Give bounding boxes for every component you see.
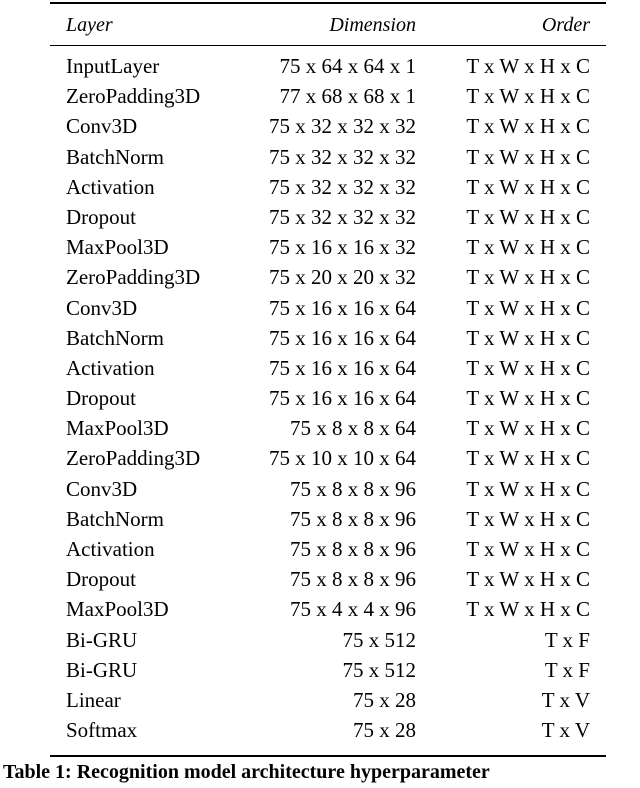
table-row	[50, 51, 606, 81]
table-row	[50, 81, 606, 111]
dimension-cell: 75 x 28	[353, 718, 416, 743]
layer-cell: ZeroPadding3D	[66, 265, 201, 290]
order-cell: T x F	[544, 627, 590, 652]
layer-cell: Bi-GRU	[66, 657, 138, 682]
header-dimension: Dimension	[329, 14, 416, 36]
header-layer: Layer	[66, 14, 113, 36]
table-row	[50, 474, 606, 504]
layer-cell: Activation	[66, 355, 155, 380]
dimension-cell: 75 x 20 x 20 x 32	[269, 265, 416, 290]
dimension-cell: 75 x 8 x 8 x 64	[290, 416, 416, 441]
layer-cell: Activation	[66, 537, 155, 561]
dimension-cell: 75 x 8 x 8 x 96	[290, 476, 416, 501]
dimension-cell: 75 x 512	[342, 627, 416, 652]
layer-cell: MaxPool3D	[66, 235, 169, 260]
dimension-cell: 75 x 8 x 8 x 96	[290, 537, 416, 561]
dimension-cell: 75 x 4 x 4 x 96	[290, 597, 416, 622]
order-cell: T x W x H x C	[466, 476, 590, 501]
order-cell: T x W x H x C	[466, 386, 590, 411]
dimension-cell: 75 x 16 x 16 x 64	[269, 325, 416, 350]
order-cell: T x W x H x C	[466, 295, 590, 320]
order-cell: T x V	[541, 687, 590, 712]
order-cell: T x W x H x C	[466, 355, 590, 380]
layer-cell: Linear	[66, 687, 121, 712]
order-cell: T x W x H x C	[466, 235, 590, 260]
table-row	[50, 655, 606, 685]
order-cell: T x W x H x C	[466, 204, 590, 229]
layer-cell: BatchNorm	[66, 325, 164, 350]
layer-cell: Dropout	[66, 567, 136, 592]
dimension-cell: 75 x 8 x 8 x 96	[290, 506, 416, 531]
dimension-cell: 75 x 32 x 32 x 32	[269, 144, 416, 169]
table-row	[50, 443, 606, 473]
table-row	[50, 383, 606, 413]
table-row	[50, 504, 606, 534]
dimension-cell: 75 x 28	[353, 687, 416, 712]
order-cell: T x F	[544, 657, 590, 682]
layer-cell: MaxPool3D	[66, 416, 169, 441]
order-cell: T x W x H x C	[466, 416, 590, 441]
dimension-cell: 75 x 32 x 32 x 32	[269, 204, 416, 229]
dimension-cell: 77 x 68 x 68 x 1	[279, 84, 416, 109]
order-cell: T x W x H x C	[466, 567, 590, 592]
layer-cell: Dropout	[66, 386, 136, 411]
order-cell: T x W x H x C	[466, 84, 590, 109]
header-order: Order	[541, 14, 590, 36]
layer-cell: Activation	[66, 174, 155, 199]
order-cell: T x W x H x C	[466, 144, 590, 169]
dimension-cell: 75 x 10 x 10 x 64	[269, 446, 416, 471]
table-row	[50, 685, 606, 715]
order-cell: T x W x H x C	[466, 537, 590, 561]
table-row	[50, 293, 606, 323]
dimension-cell: 75 x 16 x 16 x 32	[269, 235, 416, 260]
table-row	[50, 625, 606, 655]
table-header	[50, 10, 606, 42]
dimension-cell: 75 x 64 x 64 x 1	[279, 54, 416, 78]
table-row	[50, 142, 606, 172]
dimension-cell: 75 x 32 x 32 x 32	[269, 174, 416, 199]
layer-cell: Dropout	[66, 204, 136, 229]
dimension-cell: 75 x 512	[342, 657, 416, 682]
table-row	[50, 262, 606, 292]
layer-cell: BatchNorm	[66, 144, 164, 169]
order-cell: T x W x H x C	[466, 114, 590, 139]
table-row	[50, 323, 606, 353]
order-cell: T x V	[541, 718, 590, 743]
table-row	[50, 715, 606, 745]
order-cell: T x W x H x C	[466, 265, 590, 290]
table-body	[50, 51, 606, 745]
table-bottom-rule	[50, 755, 606, 757]
order-cell: T x W x H x C	[466, 54, 590, 78]
order-cell: T x W x H x C	[466, 446, 590, 471]
layer-cell: Bi-GRU	[66, 627, 138, 652]
table-caption: Table 1: Recognition model architecture hyperparameter	[3, 761, 490, 783]
table-row	[50, 202, 606, 232]
table-row	[50, 534, 606, 564]
table-row	[50, 353, 606, 383]
table-row	[50, 172, 606, 202]
layer-cell: Conv3D	[66, 114, 138, 139]
table-row	[50, 413, 606, 443]
order-cell: T x W x H x C	[466, 325, 590, 350]
dimension-cell: 75 x 16 x 16 x 64	[269, 386, 416, 411]
table-row	[50, 594, 606, 624]
layer-cell: ZeroPadding3D	[66, 84, 201, 109]
layer-cell: BatchNorm	[66, 506, 164, 531]
dimension-cell: 75 x 16 x 16 x 64	[269, 295, 416, 320]
table-row	[50, 232, 606, 262]
layer-cell: Conv3D	[66, 295, 138, 320]
dimension-cell: 75 x 32 x 32 x 32	[269, 114, 416, 139]
table-header-rule	[50, 45, 606, 46]
order-cell: T x W x H x C	[466, 506, 590, 531]
table-row	[50, 111, 606, 141]
dimension-cell: 75 x 16 x 16 x 64	[269, 355, 416, 380]
order-cell: T x W x H x C	[466, 174, 590, 199]
layer-cell: MaxPool3D	[66, 597, 169, 622]
layer-cell: InputLayer	[66, 54, 160, 78]
table-top-rule	[50, 2, 606, 4]
layer-cell: Softmax	[66, 718, 138, 743]
layer-cell: Conv3D	[66, 476, 138, 501]
layer-cell: ZeroPadding3D	[66, 446, 201, 471]
dimension-cell: 75 x 8 x 8 x 96	[290, 567, 416, 592]
order-cell: T x W x H x C	[466, 597, 590, 622]
table-row	[50, 564, 606, 594]
